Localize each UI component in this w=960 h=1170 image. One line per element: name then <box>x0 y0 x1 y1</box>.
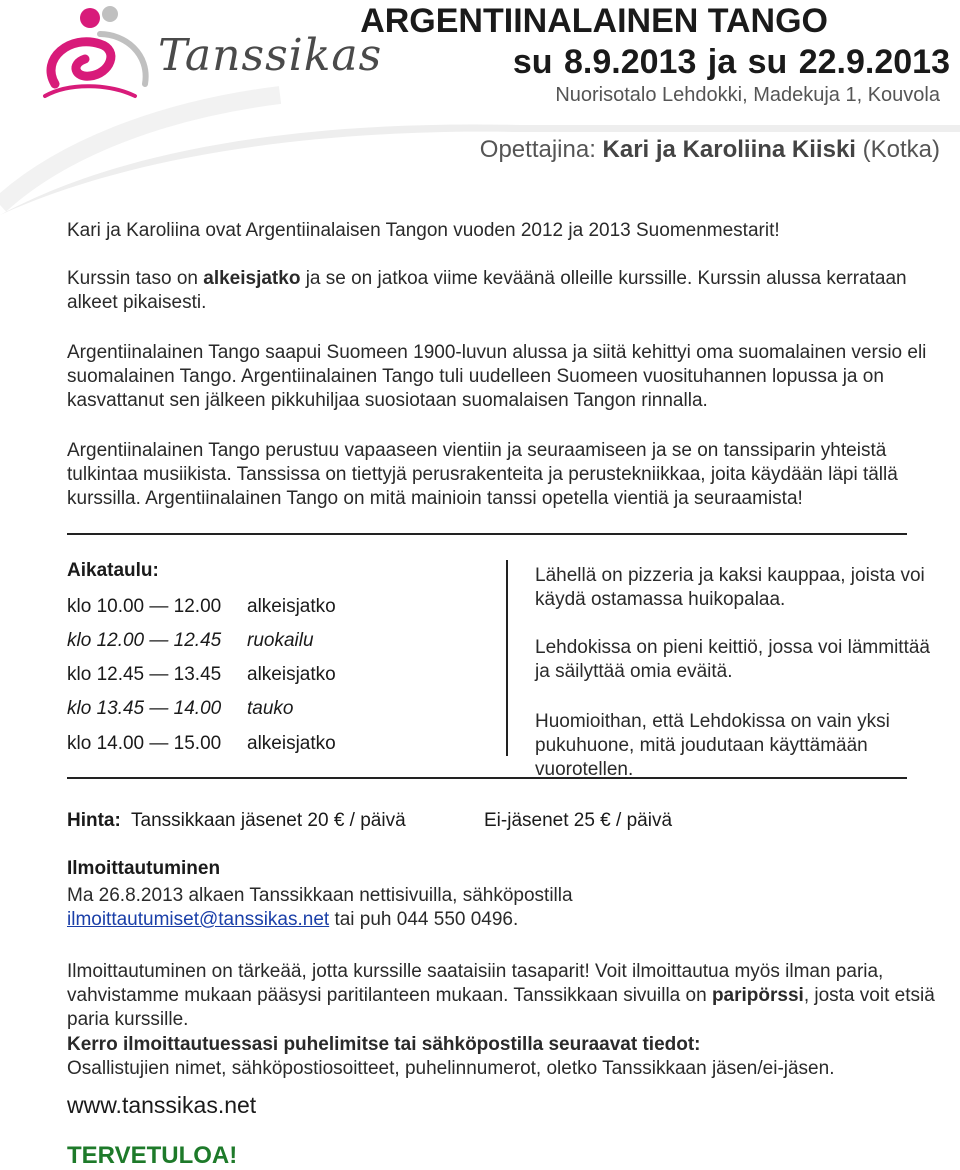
schedule-row <box>67 596 336 618</box>
page-title: ARGENTIINALAINEN TANGO <box>360 2 828 40</box>
schedule-time: klo 14.00 — 15.00 <box>67 733 222 754</box>
event-venue: Nuorisotalo Lehdokki, Madekuja 1, Kouvola <box>555 84 940 106</box>
welcome-text: TERVETULOA! <box>67 1142 238 1169</box>
intro-p2-level: alkeisjatko <box>203 268 301 289</box>
teacher-names: Kari ja Karoliina Kiiski <box>602 136 856 163</box>
side-note-kitchen: Lehdokissa on pieni keittiö, jossa voi lämmittää ja säilyttää omia eväitä. <box>535 637 930 682</box>
side-note-dressing-room: Huomioithan, että Lehdokissa on vain yksi pukuhuone, mitä joudutaan käyttämään vuorotellen. <box>535 711 890 780</box>
registration-details <box>67 884 827 932</box>
divider-bottom <box>67 777 907 779</box>
info-heading: Kerro ilmoittautuessasi puhelimitse tai sähköpostilla seuraavat tiedot: <box>67 1034 701 1055</box>
schedule-time: klo 10.00 — 12.00 <box>67 596 222 617</box>
schedule-activity: alkeisjatko <box>247 664 336 685</box>
divider-top <box>67 533 907 535</box>
schedule-time: klo 12.00 — 12.45 <box>67 630 222 651</box>
schedule-activity: ruokailu <box>247 630 314 651</box>
price-members-text: Tanssikkaan jäsenet 20 € / päivä <box>131 810 406 831</box>
teacher-city: (Kotka) <box>855 136 940 163</box>
intro-paragraph-4: Argentiinalainen Tango perustuu vapaaseen vientiin ja seuraamiseen ja se on tanssiparin yhteistä tulkintaa musiikista. Tanssissa on tiettyjä perusrakenteita ja perustekniikkaa, joita käydään läpi tällä kurssilla. Argentiinalainen Tango on mitä mainioin tanssi opetella vientiä ja seuraamista! <box>67 440 898 509</box>
info-text: Osallistujien nimet, sähköpostiosoitteet, puhelinnumerot, oletko Tanssikkaan jäsen/ei-jäsen. <box>67 1058 835 1079</box>
side-note-food: Lähellä on pizzeria ja kaksi kauppaa, joista voi käydä ostamassa huikopalaa. <box>535 565 925 610</box>
intro-paragraph-1: Kari ja Karoliina ovat Argentiinalaisen Tangon vuoden 2012 ja 2013 Suomenmestarit! <box>67 220 780 241</box>
intro-paragraph-3: Argentiinalainen Tango saapui Suomeen 1900-luvun alussa ja siitä kehittyi oma suomalainen versio eli suomalainen Tango. Argentiinalainen Tango tuli uudelleen Suomeen vuosituhannen lopussa ja on kasvattanut sen jälkeen pikkuhiljaa suosiotaan suomalaisen Tangon rinnalla. <box>67 342 927 411</box>
registration-text: Ma 26.8.2013 alkaen Tanssikkaan nettisivuilla, sähköpostilla <box>67 885 573 906</box>
schedule-row <box>67 664 336 686</box>
event-dates: su 8.9.2013 ja su 22.9.2013 <box>512 43 950 81</box>
registration-email-link[interactable]: ilmoittautumiset@tanssikas.net <box>67 909 330 930</box>
schedule-time: klo 12.45 — 13.45 <box>67 664 222 685</box>
intro-paragraph-2 <box>67 267 937 315</box>
column-divider <box>506 560 508 756</box>
teacher-label: Opettajina: <box>479 136 603 163</box>
teachers-line <box>480 136 940 164</box>
partner-exchange-term: paripörssi <box>711 985 804 1006</box>
tanssikas-logo-icon <box>30 4 160 104</box>
schedule-activity: alkeisjatko <box>247 733 336 754</box>
registration-note <box>67 960 937 1032</box>
intro-p2-text: Kurssin taso on <box>67 268 204 289</box>
schedule-activity: tauko <box>247 698 294 719</box>
schedule-row <box>67 630 314 652</box>
schedule-time: klo 13.45 — 14.00 <box>67 698 222 719</box>
logo-wordmark: Tanssikas <box>158 30 383 81</box>
intro-p2-text-end: ja se on jatkoa viime keväänä olleille kurssille. Kurssin alussa kerrataan alkeet pikaisesti. <box>67 268 907 313</box>
registration-phone-text: tai puh 044 550 0496. <box>329 909 519 930</box>
registration-note-text: Ilmoittautuminen on tärkeää, jotta kurssille saataisiin tasaparit! Voit ilmoittautua myös ilman paria, vahvistamme mukaan pääsysi paritilanteen mukaan. Tanssikkaan sivuilla on <box>67 961 884 1006</box>
schedule-row <box>67 733 336 755</box>
registration-heading: Ilmoittautuminen <box>67 858 221 879</box>
schedule-activity: alkeisjatko <box>247 596 336 617</box>
schedule-heading: Aikataulu: <box>67 560 159 581</box>
schedule-row <box>67 698 293 720</box>
price-members <box>67 810 406 832</box>
price-non-members: Ei-jäsenet 25 € / päivä <box>484 810 673 831</box>
price-label: Hinta: <box>67 810 121 831</box>
website-url[interactable]: www.tanssikas.net <box>67 1092 257 1118</box>
registration-note-text-end: , josta voit etsiä paria kurssille. <box>67 985 935 1030</box>
